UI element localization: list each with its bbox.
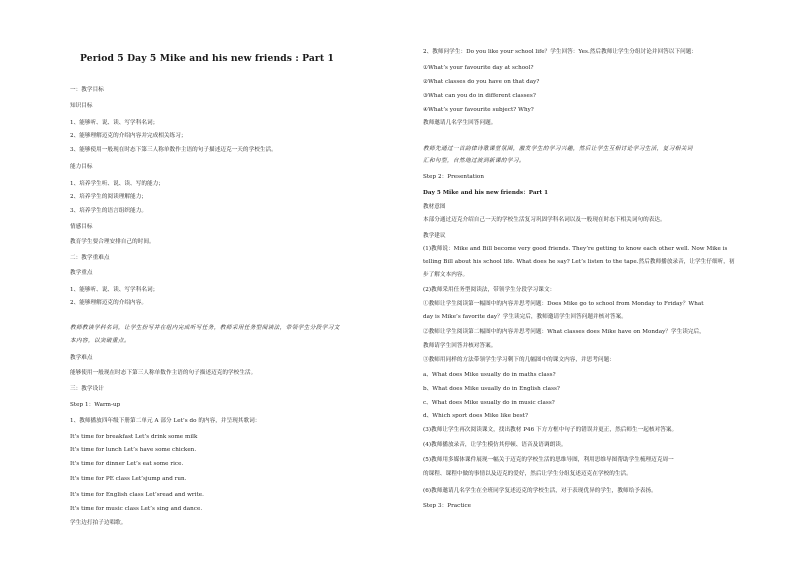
left-column-text-line: 教学难点 [70,355,93,361]
right-column-text-line: telling Bill about his school life. What does he say? Let’s listen to the tape.然后教师播放录音，让学生仔细听，初 [423,259,735,265]
left-column-text-line: It’s time for breakfast Let’s drink some milk [70,434,198,440]
right-column-text-line: ③教师用同样的方法带领学生学习剩下的几幅图中的课文内容，并思考问题： [423,357,615,363]
right-column-text-line: ②What classes do you have on that day? [423,79,540,85]
right-column-text-line: 步了解文本内容。 [423,272,469,278]
right-column-text-line: 本部分通过迈克介绍自己一天的学校生活复习巩固学科名词以及一般现在时态下相关词句的表达。 [423,217,666,223]
left-column-text-line: It’s time for English class Let’sread and write. [70,492,204,498]
left-column-text-line: 教师教读学科名词，让学生扮写并在组内完成听写任务，教师采用任务型阅读法，带领学生分段学习文 [70,325,340,331]
right-column-text-line: (5)教师用多媒体课件展现一幅关于迈克的学校生活的思维导图，利用思维导图帮助学生梳理迈克周一 [423,457,674,463]
left-column-text-line: 知识目标 [70,103,93,109]
right-column-text-line: (2)教师采用任务型阅读法，带领学生分段学习课文： [423,287,556,293]
left-column-text-line: Step 1：Warm-up [70,402,121,408]
right-column-text-line: 教师先通过一首韵律诗歌课堂氛围，激发学生的学习兴趣，然后让学生互相讨论学习生活，复习相关词 [423,146,693,152]
left-column-text-line: 1、能够听、说、读、写学科名词； [70,287,159,293]
left-column-text-line: It’s time for music class Let’s sing and dance. [70,506,203,512]
left-column-text-line: 1、能够听、说、读、写学科名词； [70,120,159,126]
right-column-text-line: ④What’s your favourite subject? Why? [423,107,534,113]
left-column-text-line: 学生边打拍子边唱歌。 [70,520,127,526]
left-column-text-line: 3、培养学生的语言组织能力。 [70,208,147,214]
right-column-text-line: 教师邀请几名学生回答问题。 [423,120,497,126]
right-column-text-line: Day 5 Mike and his new friends：Part 1 [423,190,549,196]
right-column-text-line: 教材意图 [423,204,446,210]
right-column-text-line: ①教师让学生阅读第一幅图中的内容并思考问题：Does Mike go to school from Monday to Friday？What [423,301,704,307]
left-column-text-line: 2、能够理解迈克的介绍内容并完成相关练习； [70,133,187,139]
left-column-text-line: It’s time for dinner Let’s eat some rice. [70,461,184,467]
right-column-text-line: ③What can you do in different classes? [423,93,536,99]
left-column-text-line: 能够使用一般现在时态下第三人称单数作主语的句子描述迈克的学校生活。 [70,370,257,376]
left-column-text-line: 一：教学目标 [70,87,104,93]
left-column-text-line: It’s time for PE class Let’sjump and run. [70,476,187,482]
right-column-text-line: d、Which sport does Mike like best? [423,413,529,419]
left-column-text-line: 3、能够使用一般现在时态下第三人称单数作主语的句子描述迈克一天的学校生活。 [70,147,277,153]
right-column-text-line: ②教师让学生阅读第二幅图中的内容并思考问题：What classes does Mike have on Monday？学生读完后， [423,329,705,335]
page-title: Period 5 Day 5 Mike and his new friends : Part 1 [80,53,335,64]
right-column-text-line: (3)教师让学生再次阅读课文，找出教材 P46 下方方框中句子的错误并更正，然后师生一起核对答案。 [423,427,678,433]
right-column-text-line: a、What does Mike usually do in maths class? [423,372,556,378]
right-column-text-line: 2、教师问学生：Do you like your school life？学生回答：Yes.然后教师让学生分组讨论并回答以下问题： [423,49,698,55]
right-column-text-line: 教学建议 [423,233,446,239]
right-column-text-line: Step 2：Presentation [423,174,484,180]
right-column-text-line: 的课程、课程中做的事情以及迈克的爱好，然后让学生分组复述迈克在学校的生活。 [423,471,632,477]
right-column-text-line: Step 3：Practice [423,503,472,509]
left-column-text-line: 情感目标 [70,224,93,230]
right-column-text-line: b、What does Mike usually do in English class? [423,386,560,392]
left-column-text-line: 2、能够理解迈克的介绍内容。 [70,300,147,306]
right-column-text-line: day is Mike’s favorite day？学生读完后，教师邀请学生回答问题并核对答案。 [423,314,627,320]
right-column-text-line: c、What does Mike usually do in music class? [423,400,555,406]
left-column-text-line: 1、教师播放四年级下册第二单元 A 部分 Let’s do 的内容，并呈现其歌词： [70,418,261,424]
left-column-text-line: 能力目标 [70,164,93,170]
right-column-text-line: 教师请学生回答并核对答案。 [423,343,497,349]
right-column-text-line: 汇和句型，自然地过渡到新课的学习。 [423,158,525,164]
left-column-text-line: It’s time for lunch Let’s have some chicken. [70,447,197,453]
right-column-text-line: (6)教师邀请几名学生在全班同学复述迈克的学校生活，对于表现优异的学生，教师给予表扬。 [423,488,657,494]
left-column-text-line: 二：教学重难点 [70,255,110,261]
left-column-text-line: 教育学生要合理安排自己的时间。 [70,239,155,245]
left-column-text-line: 2、培养学生的阅读理解能力； [70,194,147,200]
right-column-text-line: (1)教师说：Mike and Bill become very good friends. They’re getting to know each other well. Now Mike is [423,246,728,252]
right-column-text-line: ①What’s your favourite day at school? [423,65,534,71]
right-column-text-line: (4)教师播放录音，让学生模仿其停顿、语音及语调朗读。 [423,442,567,448]
left-column-text-line: 教学重点 [70,270,93,276]
left-column-text-line: 三：教学设计 [70,386,104,392]
left-column-text-line: 1、培养学生听、说、读、写的能力； [70,181,164,187]
left-column-text-line: 本内容，以突破重点。 [70,338,130,344]
